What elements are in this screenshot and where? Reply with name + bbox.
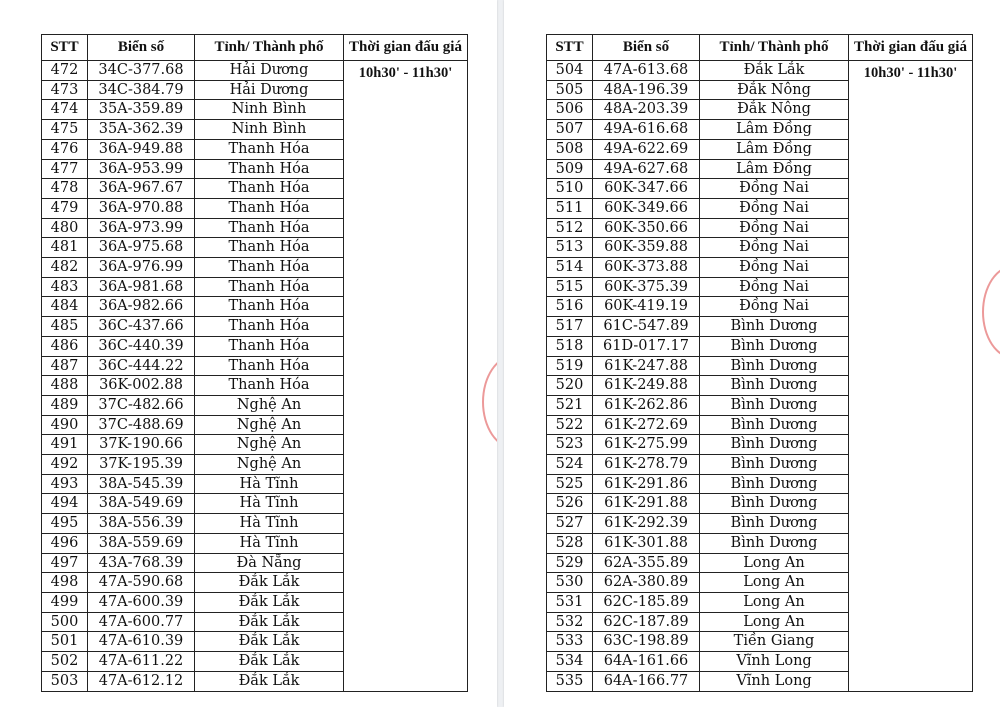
stt-cell: 535 — [547, 671, 593, 691]
plate-cell: 62C-185.89 — [593, 592, 700, 612]
stt-cell: 503 — [42, 671, 88, 691]
plate-cell: 34C-377.68 — [88, 61, 195, 81]
stt-cell: 497 — [42, 553, 88, 573]
plate-cell: 61K-301.88 — [593, 533, 700, 553]
province-cell: Ninh Bình — [195, 120, 344, 140]
stt-cell: 481 — [42, 238, 88, 258]
stt-cell: 492 — [42, 455, 88, 475]
province-cell: Nghệ An — [195, 455, 344, 475]
plate-cell: 61K-247.88 — [593, 356, 700, 376]
plate-cell: 37C-488.69 — [88, 415, 195, 435]
stt-cell: 475 — [42, 120, 88, 140]
plate-cell: 47A-610.39 — [88, 632, 195, 652]
province-cell: Hà Tĩnh — [195, 474, 344, 494]
stt-cell: 507 — [547, 120, 593, 140]
province-cell: Vĩnh Long — [700, 652, 849, 672]
plate-cell: 62A-355.89 — [593, 553, 700, 573]
province-cell: Nghệ An — [195, 395, 344, 415]
stt-cell: 502 — [42, 652, 88, 672]
plate-cell: 47A-612.12 — [88, 671, 195, 691]
province-cell: Đắk Lắk — [700, 61, 849, 81]
province-cell: Long An — [700, 592, 849, 612]
stt-cell: 487 — [42, 356, 88, 376]
plate-cell: 35A-362.39 — [88, 120, 195, 140]
province-cell: Đắk Nông — [700, 80, 849, 100]
stt-cell: 523 — [547, 435, 593, 455]
plate-cell: 36C-444.22 — [88, 356, 195, 376]
province-cell: Đồng Nai — [700, 198, 849, 218]
province-cell: Ninh Bình — [195, 100, 344, 120]
plate-cell: 60K-419.19 — [593, 297, 700, 317]
province-cell: Bình Dương — [700, 317, 849, 337]
stt-cell: 491 — [42, 435, 88, 455]
stt-cell: 505 — [547, 80, 593, 100]
header-time: Thời gian đấu giá — [344, 35, 468, 61]
plate-cell: 60K-349.66 — [593, 198, 700, 218]
province-cell: Đắk Lắk — [195, 592, 344, 612]
plate-cell: 36C-440.39 — [88, 336, 195, 356]
plate-cell: 61D-017.17 — [593, 336, 700, 356]
plate-cell: 38A-556.39 — [88, 514, 195, 534]
province-cell: Đà Nẵng — [195, 553, 344, 573]
plate-cell: 38A-545.39 — [88, 474, 195, 494]
province-cell: Đồng Nai — [700, 258, 849, 278]
plate-cell: 60K-373.88 — [593, 258, 700, 278]
stt-cell: 529 — [547, 553, 593, 573]
plate-cell: 63C-198.89 — [593, 632, 700, 652]
plate-cell: 35A-359.89 — [88, 100, 195, 120]
stt-cell: 518 — [547, 336, 593, 356]
province-cell: Bình Dương — [700, 415, 849, 435]
stt-cell: 474 — [42, 100, 88, 120]
province-cell: Thanh Hóa — [195, 198, 344, 218]
table-body-right — [547, 61, 973, 692]
stt-cell: 519 — [547, 356, 593, 376]
stt-cell: 532 — [547, 612, 593, 632]
province-cell: Long An — [700, 612, 849, 632]
province-cell: Lâm Đồng — [700, 139, 849, 159]
plate-cell: 61K-272.69 — [593, 415, 700, 435]
header-stt: STT — [42, 35, 88, 61]
stt-cell: 496 — [42, 533, 88, 553]
plate-cell: 61C-547.89 — [593, 317, 700, 337]
stt-cell: 530 — [547, 573, 593, 593]
plate-cell: 61K-291.86 — [593, 474, 700, 494]
header-plate: Biển số — [593, 35, 700, 61]
province-cell: Thanh Hóa — [195, 238, 344, 258]
plate-cell: 43A-768.39 — [88, 553, 195, 573]
stt-cell: 511 — [547, 198, 593, 218]
page-footer — [40, 699, 480, 705]
province-cell: Bình Dương — [700, 474, 849, 494]
stt-cell: 512 — [547, 218, 593, 238]
stt-cell: 494 — [42, 494, 88, 514]
stt-cell: 525 — [547, 474, 593, 494]
plate-cell: 61K-292.39 — [593, 514, 700, 534]
plate-cell: 36K-002.88 — [88, 376, 195, 396]
plate-cell: 36A-982.66 — [88, 297, 195, 317]
stt-cell: 510 — [547, 179, 593, 199]
plate-cell: 61K-291.88 — [593, 494, 700, 514]
table-header-row — [42, 35, 468, 61]
stt-cell: 490 — [42, 415, 88, 435]
province-cell: Thanh Hóa — [195, 297, 344, 317]
table-body-left — [42, 61, 468, 692]
plate-cell: 36A-976.99 — [88, 258, 195, 278]
stt-cell: 476 — [42, 139, 88, 159]
plate-cell: 36A-970.88 — [88, 198, 195, 218]
header-plate: Biển số — [88, 35, 195, 61]
plate-cell: 47A-600.39 — [88, 592, 195, 612]
stt-cell: 522 — [547, 415, 593, 435]
province-cell: Bình Dương — [700, 376, 849, 396]
document-page-left — [0, 0, 497, 707]
province-cell: Thanh Hóa — [195, 179, 344, 199]
stt-cell: 520 — [547, 376, 593, 396]
province-cell: Thanh Hóa — [195, 356, 344, 376]
plate-cell: 60K-347.66 — [593, 179, 700, 199]
plate-cell: 36A-981.68 — [88, 277, 195, 297]
plate-cell: 62C-187.89 — [593, 612, 700, 632]
province-cell: Thanh Hóa — [195, 218, 344, 238]
province-cell: Thanh Hóa — [195, 336, 344, 356]
province-cell: Bình Dương — [700, 435, 849, 455]
table-row — [547, 61, 973, 81]
plate-cell: 37C-482.66 — [88, 395, 195, 415]
province-cell: Thanh Hóa — [195, 159, 344, 179]
plate-cell: 36A-949.88 — [88, 139, 195, 159]
plate-cell: 48A-203.39 — [593, 100, 700, 120]
stt-cell: 500 — [42, 612, 88, 632]
province-cell: Hà Tĩnh — [195, 533, 344, 553]
stt-cell: 477 — [42, 159, 88, 179]
plates-table-right — [546, 34, 973, 692]
province-cell: Long An — [700, 573, 849, 593]
stt-cell: 508 — [547, 139, 593, 159]
stt-cell: 483 — [42, 277, 88, 297]
plate-cell: 36A-953.99 — [88, 159, 195, 179]
plate-cell: 64A-166.77 — [593, 671, 700, 691]
province-cell: Thanh Hóa — [195, 258, 344, 278]
stt-cell: 480 — [42, 218, 88, 238]
province-cell: Đắk Lắk — [195, 632, 344, 652]
stt-cell: 495 — [42, 514, 88, 534]
stt-cell: 489 — [42, 395, 88, 415]
plate-cell: 38A-549.69 — [88, 494, 195, 514]
province-cell: Đắk Lắk — [195, 612, 344, 632]
plate-cell: 61K-278.79 — [593, 455, 700, 475]
stt-cell: 528 — [547, 533, 593, 553]
stt-cell: 524 — [547, 455, 593, 475]
plate-cell: 36A-975.68 — [88, 238, 195, 258]
header-time: Thời gian đấu giá — [849, 35, 973, 61]
plate-cell: 49A-627.68 — [593, 159, 700, 179]
plate-cell: 62A-380.89 — [593, 573, 700, 593]
province-cell: Lâm Đồng — [700, 120, 849, 140]
plate-cell: 49A-616.68 — [593, 120, 700, 140]
stt-cell: 493 — [42, 474, 88, 494]
plate-cell: 61K-262.86 — [593, 395, 700, 415]
province-cell: Đắk Nông — [700, 100, 849, 120]
red-seal-stamp — [482, 355, 497, 449]
stt-cell: 521 — [547, 395, 593, 415]
stt-cell: 482 — [42, 258, 88, 278]
red-seal-stamp — [982, 265, 1000, 359]
province-cell: Tiền Giang — [700, 632, 849, 652]
province-cell: Hải Dương — [195, 80, 344, 100]
province-cell: Đồng Nai — [700, 277, 849, 297]
province-cell: Hải Dương — [195, 61, 344, 81]
plate-cell: 47A-613.68 — [593, 61, 700, 81]
plate-cell: 36A-967.67 — [88, 179, 195, 199]
province-cell: Nghệ An — [195, 415, 344, 435]
plate-cell: 34C-384.79 — [88, 80, 195, 100]
stt-cell: 478 — [42, 179, 88, 199]
plate-cell: 38A-559.69 — [88, 533, 195, 553]
province-cell: Đắk Lắk — [195, 652, 344, 672]
plate-cell: 64A-161.66 — [593, 652, 700, 672]
stt-cell: 531 — [547, 592, 593, 612]
plate-cell: 36A-973.99 — [88, 218, 195, 238]
province-cell: Thanh Hóa — [195, 139, 344, 159]
province-cell: Đồng Nai — [700, 297, 849, 317]
stt-cell: 472 — [42, 61, 88, 81]
stt-cell: 485 — [42, 317, 88, 337]
province-cell: Vĩnh Long — [700, 671, 849, 691]
stt-cell: 526 — [547, 494, 593, 514]
stt-cell: 513 — [547, 238, 593, 258]
plate-cell: 60K-350.66 — [593, 218, 700, 238]
stt-cell: 517 — [547, 317, 593, 337]
header-province: Tỉnh/ Thành phố — [195, 35, 344, 61]
stt-cell: 486 — [42, 336, 88, 356]
province-cell: Bình Dương — [700, 514, 849, 534]
plate-cell: 49A-622.69 — [593, 139, 700, 159]
table-header-row — [547, 35, 973, 61]
stt-cell: 527 — [547, 514, 593, 534]
plate-cell: 37K-195.39 — [88, 455, 195, 475]
table-row — [42, 61, 468, 81]
stt-cell: 498 — [42, 573, 88, 593]
stt-cell: 479 — [42, 198, 88, 218]
plate-cell: 37K-190.66 — [88, 435, 195, 455]
time-slot-cell: 10h30' - 11h30' — [344, 61, 468, 692]
province-cell: Bình Dương — [700, 494, 849, 514]
province-cell: Thanh Hóa — [195, 376, 344, 396]
province-cell: Bình Dương — [700, 336, 849, 356]
province-cell: Đắk Lắk — [195, 573, 344, 593]
plate-cell: 60K-359.88 — [593, 238, 700, 258]
header-province: Tỉnh/ Thành phố — [700, 35, 849, 61]
province-cell: Bình Dương — [700, 455, 849, 475]
province-cell: Lâm Đồng — [700, 159, 849, 179]
plate-cell: 47A-590.68 — [88, 573, 195, 593]
province-cell: Đắk Lắk — [195, 671, 344, 691]
province-cell: Bình Dương — [700, 395, 849, 415]
stt-cell: 488 — [42, 376, 88, 396]
plates-table-left — [41, 34, 468, 692]
province-cell: Bình Dương — [700, 356, 849, 376]
plate-cell: 36C-437.66 — [88, 317, 195, 337]
plate-cell: 61K-275.99 — [593, 435, 700, 455]
header-stt: STT — [547, 35, 593, 61]
stt-cell: 484 — [42, 297, 88, 317]
stt-cell: 504 — [547, 61, 593, 81]
stt-cell: 473 — [42, 80, 88, 100]
stt-cell: 509 — [547, 159, 593, 179]
province-cell: Đồng Nai — [700, 218, 849, 238]
province-cell: Hà Tĩnh — [195, 514, 344, 534]
stt-cell: 501 — [42, 632, 88, 652]
plate-cell: 47A-600.77 — [88, 612, 195, 632]
province-cell: Thanh Hóa — [195, 317, 344, 337]
plate-cell: 60K-375.39 — [593, 277, 700, 297]
province-cell: Thanh Hóa — [195, 277, 344, 297]
time-slot-cell: 10h30' - 11h30' — [849, 61, 973, 692]
plate-cell: 61K-249.88 — [593, 376, 700, 396]
stt-cell: 533 — [547, 632, 593, 652]
plate-cell: 48A-196.39 — [593, 80, 700, 100]
stt-cell: 516 — [547, 297, 593, 317]
province-cell: Đồng Nai — [700, 238, 849, 258]
province-cell: Nghệ An — [195, 435, 344, 455]
province-cell: Bình Dương — [700, 533, 849, 553]
province-cell: Hà Tĩnh — [195, 494, 344, 514]
document-page-right — [504, 0, 1000, 707]
province-cell: Đồng Nai — [700, 179, 849, 199]
province-cell: Long An — [700, 553, 849, 573]
stt-cell: 499 — [42, 592, 88, 612]
plate-cell: 47A-611.22 — [88, 652, 195, 672]
stt-cell: 514 — [547, 258, 593, 278]
stt-cell: 506 — [547, 100, 593, 120]
stt-cell: 515 — [547, 277, 593, 297]
stt-cell: 534 — [547, 652, 593, 672]
